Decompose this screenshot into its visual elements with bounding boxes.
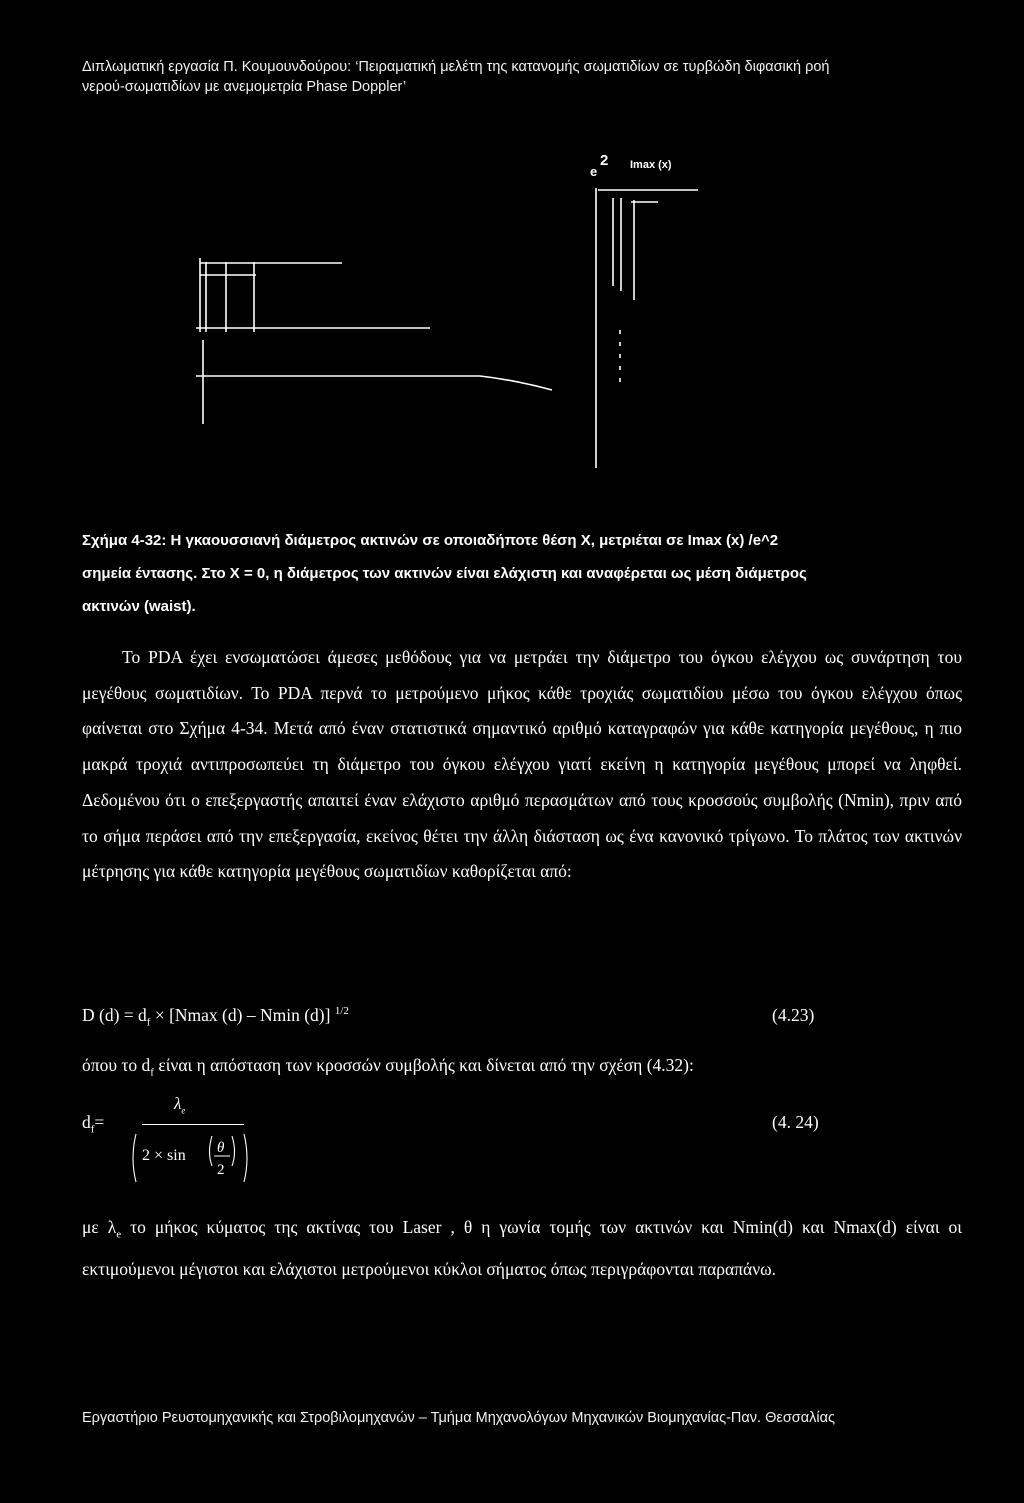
eq2-numerator [174, 1094, 185, 1115]
eq2-denominator [128, 1130, 258, 1190]
closing-paragraph [82, 1210, 962, 1286]
header-line-1: Διπλωματική εργασία Π. Κουμουνδούρου: ‘Πειραματική μελέτη της κατανομής σωματιδίων σε τυρβώδη διφασική ροή [82, 59, 830, 75]
eq1-superscript: 1/2 [334, 1005, 349, 1018]
tail-text-a: με λ [82, 1217, 117, 1237]
where-line [82, 1055, 962, 1079]
running-footer: Εργαστήριο Ρευστομηχανικής και Στροβιλομηχανών – Τμήμα Μηχανολόγων Μηχανικών Βιομηχανίας-Παν. Θεσσαλίας [82, 1410, 835, 1426]
eq1-number: (4.23) [772, 1005, 815, 1025]
eq2-theta: θ [217, 1140, 225, 1156]
eq2-lhs [82, 1112, 104, 1136]
caption-line-3: ακτινών (waist). [82, 598, 196, 615]
eq1-rest: × [Nmax (d) – Nmin (d)] [150, 1005, 335, 1025]
equation-4-23 [82, 1005, 962, 1029]
eq2-lhs-d: d [82, 1112, 91, 1132]
eq1-main: D (d) = d [82, 1005, 147, 1025]
figure-caption [82, 524, 962, 623]
figure-label-e: e [590, 164, 598, 179]
caption-line-1: Σχήμα 4-32: Η γκαουσσιανή διάμετρος ακτινών σε οποιαδήποτε θέση X, μετριέται σε Imax (x) /e^2 [82, 532, 779, 549]
header-line-2: νερού-σωματιδίων με ανεμομετρία Phase Doppler’ [82, 79, 407, 95]
eq2-fraction-bar [142, 1124, 244, 1125]
figure-label-imax: Imax (x) [630, 159, 672, 171]
tail-text-b: το μήκος κύματος της ακτίνας του Laser , θ η γωνία τομής των ακτινών και Nmin(d) και Nmax(d) είναι οι εκτιμούμενοι μέγιστοι και ελάχιστοι μετρούμενοι κύκλοι σήματος όπως περιγράφονται παραπάνω. [82, 1217, 962, 1279]
body-paragraph: Το PDA έχει ενσωματώσει άμεσες μεθόδους για να μετράει την διάμετρο του όγκου ελέγχου ως συνάρτηση του μεγέθους σωματιδίων. Το PDA περνά το μετρούμενο μήκος κάθε τροχιάς σωματιδίου μέσω του όγκου ελέγχου όπως φαίνεται στο Σχήμα 4-34. Μετά από έναν στατιστικά σημαντικό αριθμό καταγραφών για κάθε κατηγορία μεγέθους, η πιο μακρά τροχιά αντιπροσωπεύει τη διάμετρο του όγκου ελέγχου γιατί εκείνη η κατηγορία μεγέθους μπορεί να ληφθεί. Δεδομένου ότι ο επεξεργαστής απαιτεί έναν ελάχιστο αριθμό περασμάτων από τους κροσσούς συμβολής (Nmin), πριν από το σήμα περάσει από την επεξεργασία, εκείνος θέτει την άλλη διάσταση ως ένα κανονικό τρίγωνο. Το πλάτος των ακτινών μέτρησης για κάθε κατηγορία μεγέθους σωματιδίων καθορίζεται από: [82, 647, 962, 882]
eq2-lambda-subscript: e [181, 1105, 186, 1116]
beam-waist-figure [0, 0, 1024, 500]
eq2-number: (4. 24) [772, 1112, 819, 1132]
eq1-subscript: f [146, 1016, 151, 1029]
equation-4-24 [82, 1094, 962, 1190]
figure-label-superscript: 2 [600, 152, 609, 169]
where-text-a: όπου το d [82, 1055, 151, 1075]
tail-subscript: e [116, 1228, 122, 1241]
eq2-equals: = [94, 1112, 105, 1132]
eq2-den-text: 2 × sin [142, 1147, 186, 1164]
where-subscript: f [150, 1066, 154, 1079]
caption-line-2: σημεία έντασης. Στο X = 0, η διάμετρος των ακτινών είναι ελάχιστη και αναφέρεται ως μέση διάμετρος [82, 565, 807, 582]
eq2-lhs-subscript: f [90, 1123, 95, 1136]
eq2-two: 2 [217, 1162, 225, 1178]
eq2-lambda: λ [174, 1094, 182, 1113]
where-text-b: είναι η απόσταση των κροσσών συμβολής και δίνεται από την σχέση (4.32): [153, 1055, 694, 1075]
